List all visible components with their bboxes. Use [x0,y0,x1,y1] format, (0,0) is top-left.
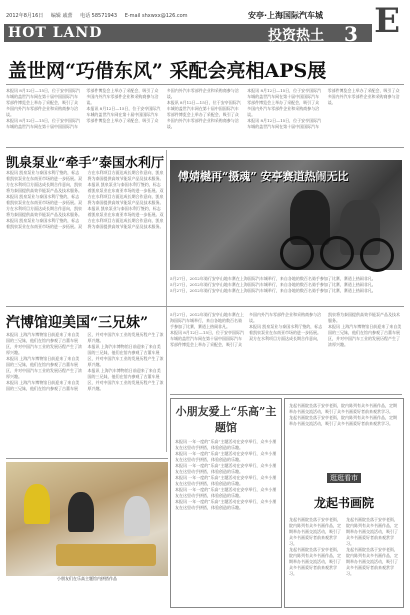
divider [6,306,404,307]
feature-text: 本报讯 一年一度的“乐高”主题活动在安亭举行，众多小朋友在这里动手拼搭，体验创造的乐趣。 [175,487,277,498]
section-body [6,332,164,456]
lead-text: 本报讯 8月12日—15日，位于安亭国际汽车城的盖世汽车网在第十届中国国际汽车零部件博览会上举办了采配会，吸引了众多国内外汽车零部件企业和采购商参与洽谈。 [6,88,159,129]
divider [6,458,168,459]
section-text: 本报讯 上海汽车博物馆日前迎来了来自美国的三兄妹，他们在馆内参观了古董车展区，并对中国汽车工业的发展历程产生了浓厚兴趣。 [6,356,82,379]
divider [6,147,404,148]
banner-right-label: 投资热土 [268,28,324,44]
article-text: 本报讯 8月12日—15日，位于安亭国际汽车城的盖世汽车网在第十届中国国际汽车零部件博览会上举办了采配会，吸引了众多国内外汽车零部件企业和采购商参与洽谈。 [170,312,321,347]
cycling-photo [170,160,402,270]
feature-text: 本报讯 一年一度的“乐高”主题活动在安亭举行，众多小朋友在这里动手拼搭，体验创造的乐趣。 [175,439,277,450]
right-articles [170,312,402,392]
section-text: 本报讯 上海汽车博物馆日前迎来了来自美国的三兄妹，他们在馆内参观了古董车展区，并对中国汽车工业的发展历程产生了浓厚兴趣。 [87,368,164,391]
phone-number: 电话 58571943 [80,13,118,19]
article-text: 5月27日，2012年骑行安亭山地车赛在上海国际汽车城举行，来自各地的数百名骑手参加了比赛，赛道上热闹非凡。 [170,312,244,329]
photo-story-text: 5月27日，2012年骑行安亭山地车赛在上海国际汽车城举行，来自各地的数百名骑手参加了比赛，赛道上热闹非凡。 [170,282,376,287]
listing-intro [289,403,399,461]
main-headline: 盖世网“巧借东风” 采配会亮相APS展 [8,60,327,82]
section-text: 本报讯 上海汽车博物馆日前迎来了来自美国的三兄妹，他们在馆内参观了古董车展区，并对中国汽车工业的发展历程产生了浓厚兴趣。 [87,344,164,367]
listing-text: 龙起书画院坐落于安亭老街，院内陈列有众多书画作品，定期举办书画交流活动，吸引了众多书画爱好者前来观赏学习。 [289,517,341,546]
section-title: 汽博馆迎美国“三兄妹” [6,315,149,331]
feature-text: 本报讯 一年一度的“乐高”主题活动在安亭举行，众多小朋友在这里动手拼搭，体验创造的乐趣。 [175,475,277,486]
listing-text: 龙起书画院坐落于安亭老街，院内陈列有众多书画作品，定期举办书画交流活动，吸引了众多书画爱好者前来观赏学习。 [289,403,397,414]
feature-box [170,398,282,608]
lead-article [6,88,402,146]
listing-tag: 逛逛看市 [327,473,361,483]
lego-table [56,544,156,566]
article-text: 本报讯 凯泉泵业与泰国水利厅签约，标志着凯泉泵业在东南亚市场的进一步拓展。双方在水利项目方面达成长期合作意向，凯泉将为泰国提供高效节能泵产品及技术服务。 [249,312,400,341]
child-figure [124,496,150,536]
lead-text: 本报讯 8月12日—15日，位于安亭国际汽车城的盖世汽车网在第十届中国国际汽车零部件博览会上举办了采配会，吸引了众多国内外汽车零部件企业和采购商参与洽谈。 [6,88,80,117]
brand-name: 安亭·上海国际汽车城 [248,11,324,20]
section-text: 本报讯 凯泉泵业与泰国水利厅签约，标志着凯泉泵业在东南亚市场的进一步拓展。双方在水利项目方面达成长期合作意向，凯泉将为泰国提供高效节能泵产品及技术服务。 [87,182,164,205]
divider [170,394,402,395]
section-text: 本报讯 上海汽车博物馆日前迎来了来自美国的三兄妹，他们在馆内参观了古董车展区，并对中国汽车工业的发展历程产生了浓厚兴趣。 [6,332,82,355]
listing-text: 龙起书画院坐落于安亭老街，院内陈列有众多书画作品，定期举办书画交流活动，吸引了众多书画爱好者前来观赏学习。 [289,547,341,576]
lead-text: 本报讯 8月12日—15日，位于安亭国际汽车城的盖世汽车网在第十届中国国际汽车零部件博览会上举办了采配会，吸引了众多国内外汽车零部件企业和采购商参与洽谈。 [166,100,241,129]
listing-text: 龙起书画院坐落于安亭老街，院内陈列有众多书画作品，定期举办书画交流活动，吸引了众多书画爱好者前来观赏学习。 [289,415,397,426]
lego-photo [6,462,168,582]
listing-title: 龙起书画院 [313,496,374,510]
issue-date: 2012年8月16日 [6,13,44,19]
email-address: E-mail shxwxx@126.com [124,13,188,19]
article-text: 本报讯 上海汽车博物馆日前迎来了来自美国的三兄妹，他们在馆内参观了古董车展区，并对中国汽车工业的发展历程产生了浓厚兴趣。 [328,324,402,347]
bike-wheel [360,238,394,272]
photo-caption: 小朋友们在乐高主题馆内拼搭作品 [6,576,168,582]
photo-story-text: 5月27日，2012年骑行安亭山地车赛在上海国际汽车城举行，来自各地的数百名骑手参加了比赛，赛道上热闹非凡。 [170,276,376,281]
section-text: 本报讯 凯泉泵业与泰国水利厅签约，标志着凯泉泵业在东南亚市场的进一步拓展。双方在水利项目方面达成长期合作意向，凯泉将为泰国提供高效节能泵产品及技术服务。 [87,206,164,229]
section-title: 凯泉泵业“牵手”泰国水利厅 [6,156,164,171]
feature-text: 本报讯 一年一度的“乐高”主题活动在安亭举行，众多小朋友在这里动手拼搭，体验创造的乐趣。 [175,451,277,462]
feature-body [175,439,277,615]
listing-box [284,398,404,608]
section-body [6,170,164,302]
listing-body [289,517,399,613]
section-logo: E [374,1,400,41]
masthead-meta [6,12,194,19]
lead-text: 本报讯 8月12日—15日，位于安亭国际汽车城的盖世汽车网在第十届中国国际汽车零部件博览会上举办了采配会，吸引了众多国内外汽车零部件企业和采购商参与洽谈。 [86,88,239,123]
lead-text: 本报讯 8月12日—15日，位于安亭国际汽车城的盖世汽车网在第十届中国国际汽车零部件博览会上举办了采配会，吸引了众多国内外汽车零部件企业和采购商参与洽谈。 [247,88,400,129]
section-text: 本报讯 上海汽车博物馆日前迎来了来自美国的三兄妹，他们在馆内参观了古董车展区，并对中国汽车工业的发展历程产生了浓厚兴趣。 [6,332,164,391]
photo-story [170,276,402,304]
listing-text: 龙起书画院坐落于安亭老街，院内陈列有众多书画作品，定期举办书画交流活动，吸引了众多书画爱好者前来观赏学习。 [346,547,398,576]
photo-headline: 傅婧樾再“摄魂” 安亭赛道热闹无比 [178,170,349,183]
child-figure [24,484,50,524]
listing-text: 龙起书画院坐落于安亭老街，院内陈列有众多书画作品，定期举办书画交流活动，吸引了众多书画爱好者前来观赏学习。 [346,517,398,546]
lead-text: 本报讯 8月12日—15日，位于安亭国际汽车城的盖世汽车网在第十届中国国际汽车零部件博览会上举办了采配会，吸引了众多国内外汽车零部件企业和采购商参与洽谈。 [247,88,322,117]
column-divider [166,150,167,452]
section-text: 本报讯 凯泉泵业与泰国水利厅签约，标志着凯泉泵业在东南亚市场的进一步拓展。双方在水利项目方面达成长期合作意向，凯泉将为泰国提供高效节能泵产品及技术服务。 [6,170,82,193]
photo-story-text: 5月27日，2012年骑行安亭山地车赛在上海国际汽车城举行，来自各地的数百名骑手参加了比赛，赛道上热闹非凡。 [170,288,376,293]
page-number: 3 [344,22,358,46]
banner-left-label: HOT LAND [8,25,103,41]
divider [6,84,404,85]
section-text: 本报讯 凯泉泵业与泰国水利厅签约，标志着凯泉泵业在东南亚市场的进一步拓展。双方在水利项目方面达成长期合作意向，凯泉将为泰国提供高效节能泵产品及技术服务。 [6,170,164,229]
feature-text: 本报讯 一年一度的“乐高”主题活动在安亭举行，众多小朋友在这里动手拼搭，体验创造的乐趣。 [175,463,277,474]
child-figure [68,492,94,532]
bike-wheel [280,236,314,270]
feature-text: 本报讯 一年一度的“乐高”主题活动在安亭举行，众多小朋友在这里动手拼搭，体验创造的乐趣。 [175,499,277,510]
feature-title: 小朋友爱上“乐高”主题馆 [175,405,277,434]
editor-name: 编辑 戚蕾 [50,13,73,19]
section-text: 本报讯 凯泉泵业与泰国水利厅签约，标志着凯泉泵业在东南亚市场的进一步拓展。双方在水利项目方面达成长期合作意向，凯泉将为泰国提供高效节能泵产品及技术服务。 [6,194,82,217]
bike-wheel [320,236,354,270]
